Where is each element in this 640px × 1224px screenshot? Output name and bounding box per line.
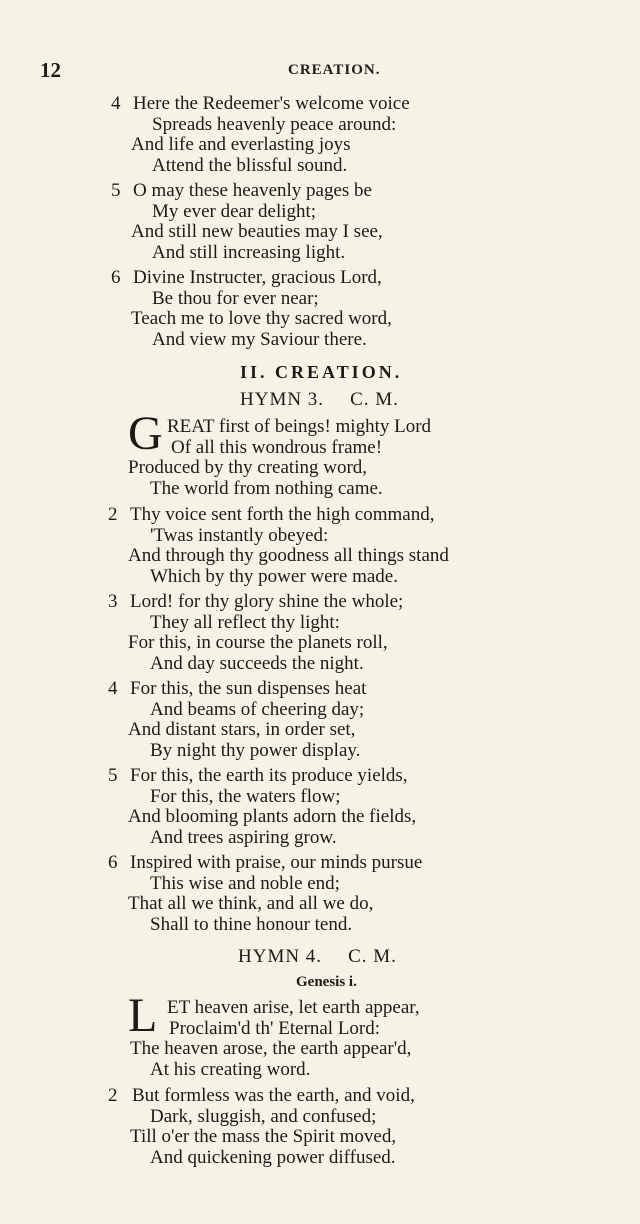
stanza-number: 6	[108, 852, 118, 873]
verse-line: And distant stars, in order set,	[128, 719, 356, 740]
verse-line: But formless was the earth, and void,	[132, 1085, 415, 1106]
verse-line: 'Twas instantly obeyed:	[150, 524, 329, 546]
verse-line: Dark, sluggish, and confused;	[150, 1105, 377, 1127]
verse-line: Divine Instructer, gracious Lord,	[133, 267, 382, 288]
stanza-prev-5	[0, 181, 620, 263]
stanza-hymn3-6	[0, 853, 620, 935]
verse-line: Of all this wondrous frame!	[171, 436, 383, 458]
hymn-meter: C. M.	[350, 389, 399, 410]
hymn-subtitle: Genesis i.	[296, 974, 357, 990]
hymn-number: HYMN 3.	[240, 389, 325, 410]
verse-line: Attend the blissful sound.	[152, 154, 348, 176]
section-title: II. CREATION.	[240, 362, 403, 382]
verse-line: Spreads heavenly peace around:	[152, 113, 397, 135]
verse-line: And still new beauties may I see,	[131, 221, 383, 242]
verse-line: Be thou for ever near;	[152, 287, 319, 309]
stanza-hymn3-4	[0, 679, 620, 761]
verse-line: Produced by thy creating word,	[128, 457, 368, 478]
running-head: CREATION.	[288, 62, 381, 78]
stanza-number: 2	[108, 1085, 118, 1106]
stanza-number: 2	[108, 504, 118, 525]
verse-line: This wise and noble end;	[150, 872, 340, 894]
verse-line: By night thy power display.	[150, 739, 361, 761]
verse-line: And still increasing light.	[152, 241, 346, 263]
verse-line: Proclaim'd th' Eternal Lord:	[169, 1017, 381, 1039]
verse-line: Till o'er the mass the Spirit moved,	[130, 1126, 397, 1147]
stanza-number: 3	[108, 591, 118, 612]
drop-cap: G	[128, 407, 163, 460]
verse-line: And view my Saviour there.	[152, 328, 367, 350]
verse-line: Shall to thine honour tend.	[150, 913, 353, 935]
verse-line: Here the Redeemer's welcome voice	[133, 93, 410, 114]
verse-line: Lord! for thy glory shine the whole;	[130, 591, 404, 612]
hymn-4-heading	[238, 946, 397, 968]
stanza-hymn3-3	[0, 592, 620, 674]
stanza-number: 4	[111, 93, 121, 114]
stanza-number: 6	[111, 267, 121, 288]
stanza-number: 5	[108, 765, 118, 786]
verse-line: ET heaven arise, let earth appear,	[167, 997, 420, 1018]
verse-line: And blooming plants adorn the fields,	[128, 806, 417, 827]
verse-line: For this, the waters flow;	[150, 785, 341, 807]
verse-line: REAT first of beings! mighty Lord	[167, 416, 432, 437]
verse-line: And day succeeds the night.	[150, 652, 364, 674]
verse-line: They all reflect thy light:	[150, 611, 340, 633]
stanza-hymn4-1	[0, 998, 620, 1080]
verse-line: And beams of cheering day;	[150, 698, 365, 720]
verse-line: And through thy goodness all things stand	[128, 545, 449, 566]
verse-line: Which by thy power were made.	[150, 565, 398, 587]
verse-line: For this, the sun dispenses heat	[130, 678, 367, 699]
stanza-hymn3-2	[0, 505, 620, 587]
stanza-hymn3-5	[0, 766, 620, 848]
verse-line: For this, in course the planets roll,	[128, 632, 388, 653]
verse-line: And life and everlasting joys	[131, 134, 351, 155]
verse-line: At his creating word.	[150, 1058, 311, 1080]
hymn-number: HYMN 4.	[238, 946, 323, 967]
verse-line: For this, the earth its produce yields,	[130, 765, 408, 786]
stanza-prev-6	[0, 268, 620, 350]
verse-line: Thy voice sent forth the high command,	[130, 504, 435, 525]
verse-line: My ever dear delight;	[152, 200, 317, 222]
stanza-number: 4	[108, 678, 118, 699]
page-number: 12	[40, 58, 61, 82]
stanza-number: 5	[111, 180, 121, 201]
verse-line: Teach me to love thy sacred word,	[131, 308, 392, 329]
verse-line: That all we think, and all we do,	[128, 893, 374, 914]
verse-line: The world from nothing came.	[150, 477, 383, 499]
hymn-3-heading	[240, 389, 399, 411]
stanza-hymn3-1	[0, 417, 620, 499]
hymn-meter: C. M.	[348, 946, 397, 967]
verse-line: The heaven arose, the earth appear'd,	[130, 1038, 412, 1059]
verse-line: And quickening power diffused.	[150, 1146, 396, 1168]
stanza-prev-4	[0, 94, 620, 176]
drop-cap: L	[128, 989, 158, 1042]
verse-line: And trees aspiring grow.	[150, 826, 337, 848]
stanza-hymn4-2	[0, 1086, 620, 1168]
verse-line: Inspired with praise, our minds pursue	[130, 852, 423, 873]
verse-line: O may these heavenly pages be	[133, 180, 372, 201]
